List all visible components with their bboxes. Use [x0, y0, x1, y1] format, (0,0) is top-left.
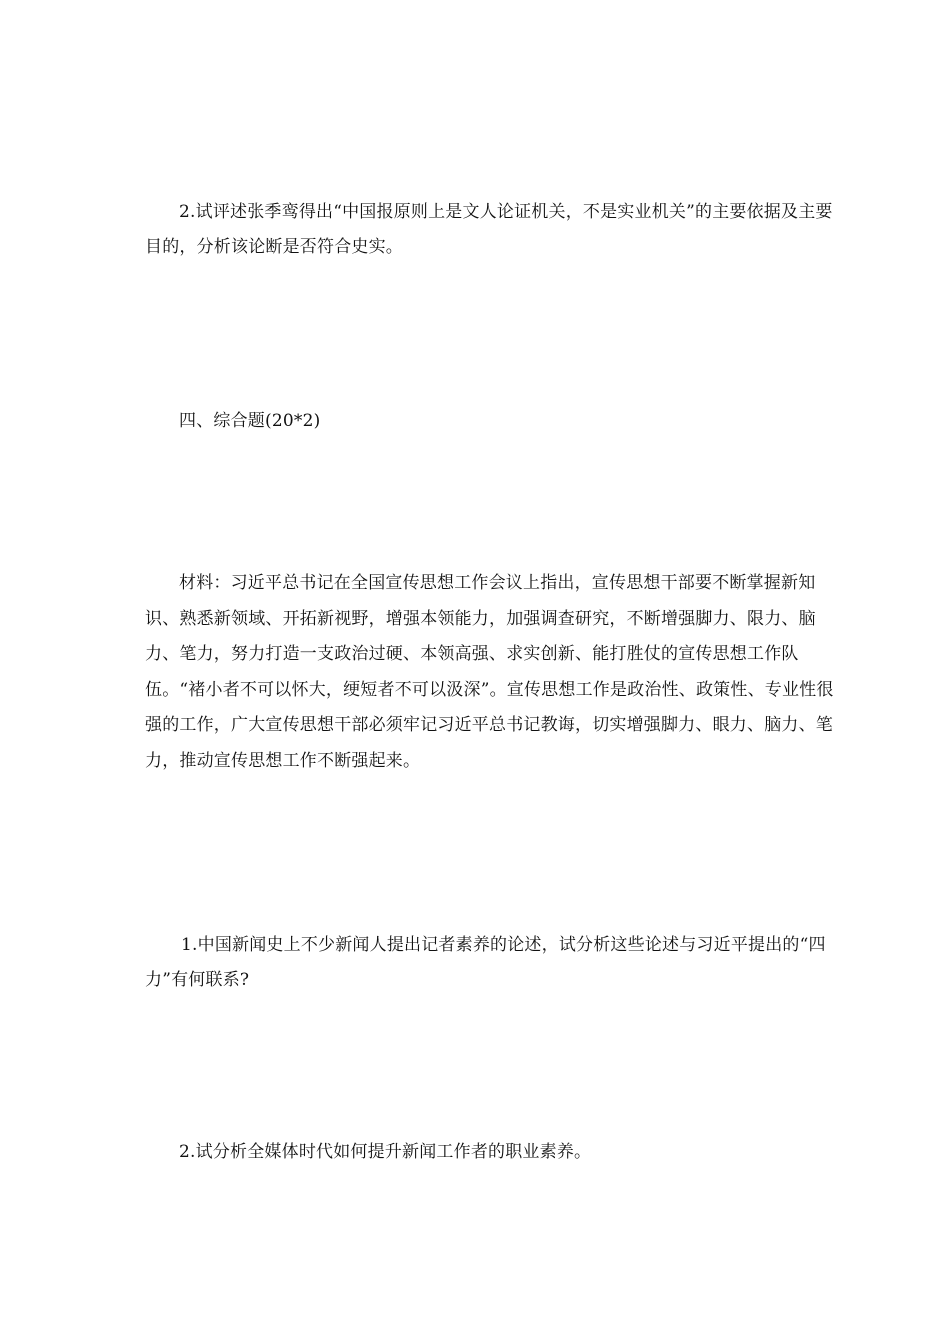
sub-question-2-paragraph — [145, 1135, 835, 1170]
sub-question-2-text: 2.试分析全媒体时代如何提升新闻工作者的职业素养。 — [179, 1142, 592, 1162]
sub-question-1-paragraph — [145, 928, 835, 998]
section-4-heading-text: 四、综合题(20*2) — [179, 411, 321, 431]
material-text: 材料：习近平总书记在全国宣传思想工作会议上指出，宣传思想干部要不断掌握新知识、熟悉新领域、开拓新视野，增强本领能力，加强调查研究，不断增强脚力、限力、脑力、笔力，努力打造一支政治过硬、本领高强、求实创新、能打胜仗的宣传思想工作队伍。“褚小者不可以怀大，绠短者不可以汲深”。宣传思想工作是政治性、政策性、专业性很强的工作，广大宣传思想干部必须牢记习近平总书记教诲，切实增强脚力、眼力、脑力、笔力，推动宣传思想工作不断强起来。 — [145, 573, 834, 771]
sub-question-1-text: 1.中国新闻史上不少新闻人提出记者素养的论述，试分析这些论述与习近平提出的“四力”有何联系? — [145, 935, 826, 990]
question-2-paragraph — [145, 195, 835, 265]
section-4-heading — [145, 404, 835, 439]
material-paragraph — [145, 566, 835, 779]
question-2-text: 2.试评述张季鸾得出“中国报原则上是文人论证机关，不是实业机关”的主要依据及主要目的，分析该论断是否符合史实。 — [145, 202, 833, 257]
